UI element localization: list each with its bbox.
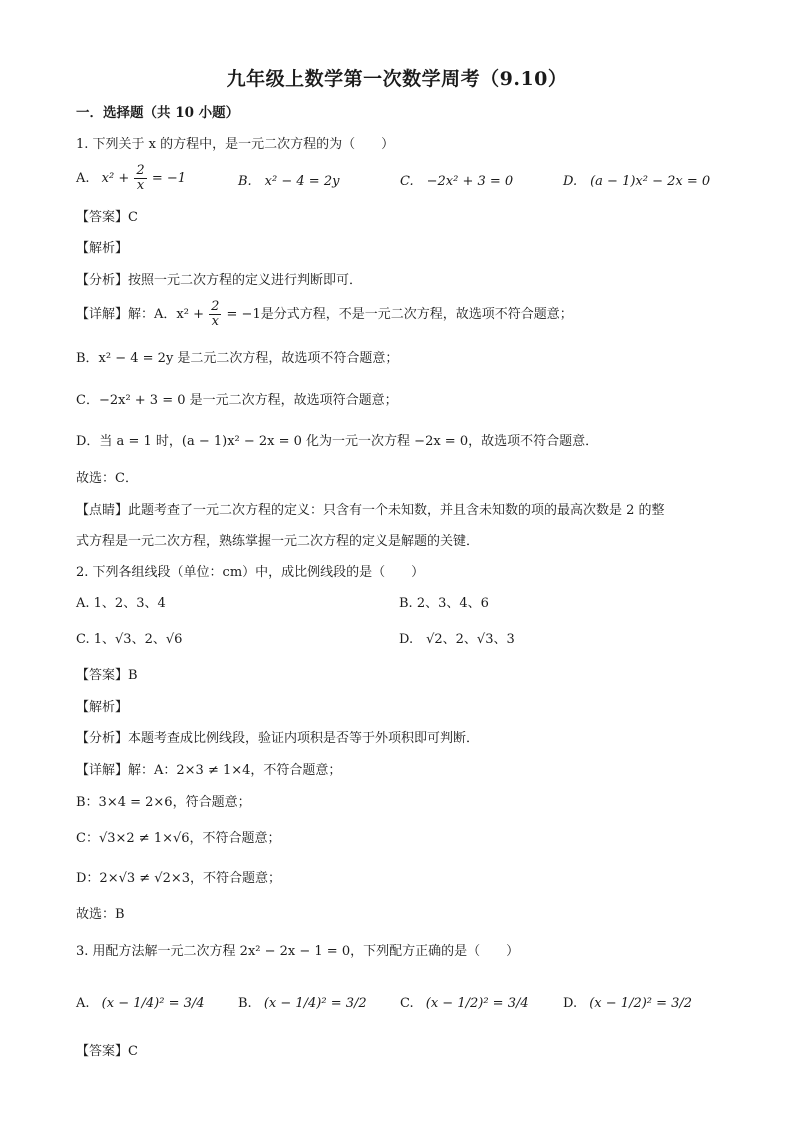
- q1-option-b: B. x² − 4 = 2y: [238, 174, 340, 189]
- q1-option-a: [76, 164, 186, 193]
- section-heading: 一．选择题（共 10 小题）: [76, 105, 240, 121]
- q1-xiangjie-post: = −1是分式方程，不是一元二次方程，故选项不符合题意；: [226, 307, 573, 322]
- q1-xiangjie-fraction: [209, 300, 221, 329]
- q3-option-d-label: D.: [563, 996, 578, 1011]
- q2-option-a: A. 1、2、3、4: [76, 596, 166, 611]
- q1-option-a-denominator: x: [136, 178, 145, 193]
- q1-option-a-fraction: [134, 164, 146, 193]
- q2-detail-d: D：2×√3 ≠ √2×3，不符合题意；: [76, 871, 282, 886]
- q3-option-a: [76, 995, 205, 1013]
- q1-dianjing-line1: 【点睛】此题考查了一元二次方程的定义：只含有一个未知数，并且含未知数的项的最高次数是 2 的整: [76, 503, 665, 518]
- q3-option-b-label: B.: [238, 996, 252, 1011]
- q1-option-c: C. −2x² + 3 = 0: [400, 174, 514, 189]
- q1-option-d: D. (a − 1)x² − 2x = 0: [563, 174, 711, 189]
- q2-option-c: C. 1、√3、2、√6: [76, 632, 183, 647]
- q1-stem: 1. 下列关于 x 的方程中，是一元二次方程的为（ ）: [76, 137, 395, 152]
- q1-detail-b: B．x² − 4 = 2y 是二元二次方程，故选项不符合题意；: [76, 351, 399, 366]
- q1-xiangjie-numerator: 2: [211, 299, 220, 314]
- q3-option-c-expr: (x − 1/2)² = 3/4: [425, 996, 529, 1011]
- q3-option-c: [400, 995, 529, 1013]
- q2-xiangjie: 【详解】解：A：2×3 ≠ 1×4，不符合题意；: [76, 763, 342, 778]
- q1-detail-d: D．当 a = 1 时，(a − 1)x² − 2x = 0 化为一元一次方程 −2x = 0，故选项不符合题意．: [76, 434, 599, 449]
- q2-stem: 2. 下列各组线段（单位：cm）中，成比例线段的是（ ）: [76, 565, 425, 580]
- q1-xiangjie-denominator: x: [211, 314, 219, 329]
- q1-analysis-heading: 【解析】: [76, 241, 129, 256]
- q3-option-a-expr: (x − 1/4)² = 3/4: [101, 996, 205, 1011]
- q1-option-a-numerator: 2: [136, 163, 145, 178]
- q2-choice: 故选：B: [76, 907, 125, 922]
- q1-answer: 【答案】C: [76, 210, 138, 225]
- q2-detail-b: B：3×4 = 2×6，符合题意；: [76, 795, 251, 810]
- q2-option-b: B. 2、3、4、6: [399, 596, 489, 611]
- q1-xiangjie-line: [76, 300, 573, 329]
- q2-analysis-heading: 【解析】: [76, 700, 129, 715]
- q1-detail-c: C．−2x² + 3 = 0 是一元二次方程，故选项符合题意；: [76, 393, 398, 408]
- q2-detail-c: C：√3×2 ≠ 1×√6，不符合题意；: [76, 831, 281, 846]
- q3-option-d: [563, 995, 692, 1013]
- q3-option-d-expr: (x − 1/2)² = 3/2: [589, 996, 693, 1011]
- q3-option-b: [238, 995, 367, 1013]
- q1-choice: 故选：C．: [76, 471, 138, 486]
- q2-answer: 【答案】B: [76, 668, 138, 683]
- q3-option-c-label: C.: [400, 996, 414, 1011]
- q3-answer: 【答案】C: [76, 1044, 138, 1059]
- q1-fenxi: 【分析】按照一元二次方程的定义进行判断即可．: [76, 273, 363, 288]
- q1-dianjing-line2: 式方程是一元二次方程，熟练掌握一元二次方程的定义是解题的关键．: [76, 534, 480, 549]
- q1-option-a-pre: x² +: [101, 171, 130, 186]
- q3-option-b-expr: (x − 1/4)² = 3/2: [263, 996, 367, 1011]
- q3-option-a-label: A.: [76, 996, 90, 1011]
- q2-fenxi: 【分析】本题考查成比例线段，验证内项积是否等于外项积即可判断．: [76, 731, 480, 746]
- q1-option-a-label: A.: [76, 171, 90, 186]
- q3-stem: 3. 用配方法解一元二次方程 2x² − 2x − 1 = 0，下列配方正确的是（ ）: [76, 944, 520, 959]
- q2-option-d: D. √2、2、√3、3: [399, 632, 515, 647]
- q1-xiangjie-pre: 【详解】解：A．x² +: [76, 307, 204, 322]
- page-title: 九年级上数学第一次数学周考（9.10）: [226, 68, 568, 90]
- q1-option-a-post: = −1: [151, 171, 187, 186]
